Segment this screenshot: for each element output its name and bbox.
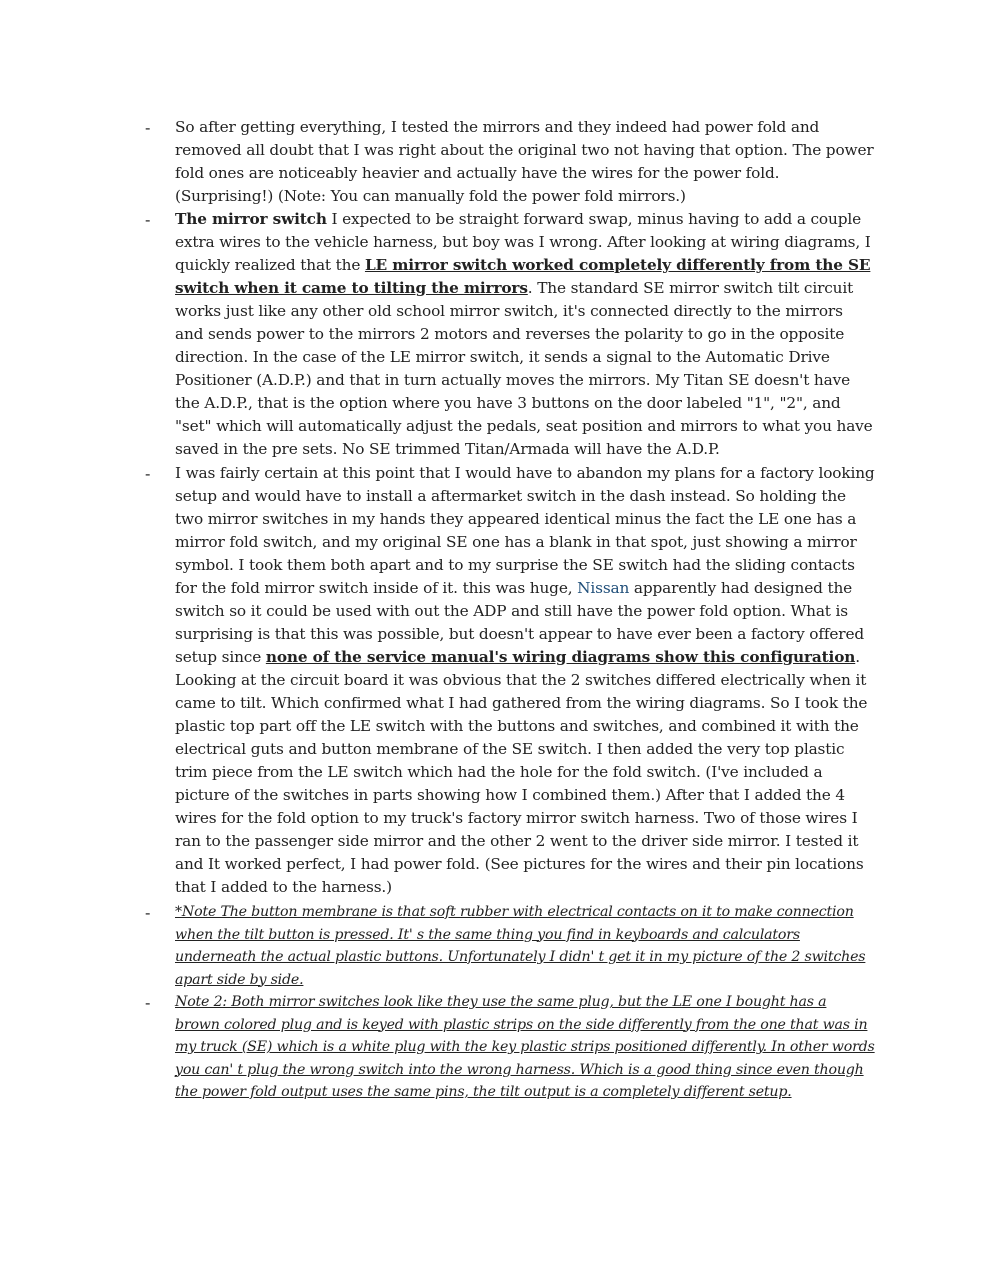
note-button-membrane [175, 901, 875, 991]
text-run: I expected to be straight forward swap, minus having to add a couple extra wires to the vehicle harness, but boy was I wrong. After looking at wiring diagrams, I quickly realized that the [175, 210, 871, 274]
bullet-dash: - [145, 210, 151, 229]
text-run: I was fairly certain at this point that I would have to abandon my plans for a factory looking setup and would have to install a aftermarket switch in the dash instead. So holding the two mirror switches in my hands they appeared identical minus the fact the LE one has a mirror fold switch, and my original SE one has a blank in that spot, just showing a mirror symbol. I took them both apart and to my surprise the SE switch had the sliding contacts for the fold mirror switch inside of it. this was huge, [175, 464, 875, 597]
text-run: . Looking at the circuit board it was obvious that the 2 switches differed electrically when it came to tilt. Which confirmed what I had gathered from the wiring diagrams. So I took the plastic top part off the LE switch with the buttons and switches, and combined it with the electrical guts and button membrane of the SE switch. I then added the very top plastic trim piece from the LE switch which had the hole for the fold switch. (I've included a picture of the switches in parts showing how I combined them.) After that I added the 4 wires for the fold option to my truck's factory mirror switch harness. Two of those wires I ran to the passenger side mirror and the other 2 went to the driver side mirror. I tested it and It worked perfect, I had power fold. (See pictures for the wires and their pin locations that I added to the harness.) [175, 648, 868, 896]
bullet-dash: - [145, 993, 151, 1012]
text-run: Note 2: Both mirror switches look like they use the same plug, but the LE one I bought has a brown colored plug and is keyed with plastic strips on the side differently from the one that was in my truck (SE) which is a white plug with the key plastic strips positioned differently. In other words you can' t plug the wrong switch into the wrong harness. Which is a good thing since even though the power fold output uses the same pins, the tilt output is a completely different setup. [175, 994, 875, 1100]
nissan-link[interactable]: Nissan [577, 579, 630, 597]
bullet-dash: - [145, 903, 151, 922]
emphasis-switch-tilting: switch when it came to tilting the mirrors [175, 279, 528, 297]
text-run: *Note The button membrane is that soft rubber with electrical contacts on it to make connection when the tilt button is pressed. It' s the same thing you find in keyboards and calculators underneath the actual plastic buttons. Unfortunately I didn' t get it in my picture of the 2 switches apart side by side. [175, 904, 866, 988]
paragraph-switch-combination [175, 462, 875, 899]
bullet-dash: - [145, 464, 151, 483]
paragraph-power-fold-test [175, 116, 875, 208]
text-run: . The standard SE mirror switch tilt circuit works just like any other old school mirror switch, it's connected directly to the mirrors and sends power to the mirrors 2 motors and reverses the polarity to go in the opposite direction. In the case of the LE mirror switch, it sends a signal to the Automatic Drive Positioner (A.D.P.) and that in turn actually moves the mirrors. My Titan SE doesn't have the A.D.P., that is the option where you have 3 buttons on the door labeled "1", "2", and "set" which will automatically adjust the pedals, seat position and mirrors to what you have saved in the pre sets. No SE trimmed Titan/Armada will have the A.D.P. [175, 279, 873, 458]
text-run: So after getting everything, I tested the mirrors and they indeed had power fold and removed all doubt that I was right about the original two not having that option. The power fold ones are noticeably heavier and actually have the wires for the power fold. (Surprising!) (Note: You can manually fold the power fold mirrors.) [175, 118, 874, 205]
emphasis-le-switch-different: LE mirror switch worked completely differently from the SE [364, 256, 871, 274]
note-2-plugs [175, 991, 875, 1104]
text-run: apparently had designed the switch so it could be used with out the ADP and still have the power fold option. What is surprising is that this was possible, but doesn't appear to have ever been a factory offered setup since [175, 579, 864, 666]
bold-heading-mirror-switch: The mirror switch [175, 210, 327, 228]
paragraph-mirror-switch [175, 208, 875, 461]
emphasis-service-manual: none of the service manual's wiring diagrams show this configuration [265, 648, 856, 666]
bullet-dash: - [145, 118, 151, 137]
